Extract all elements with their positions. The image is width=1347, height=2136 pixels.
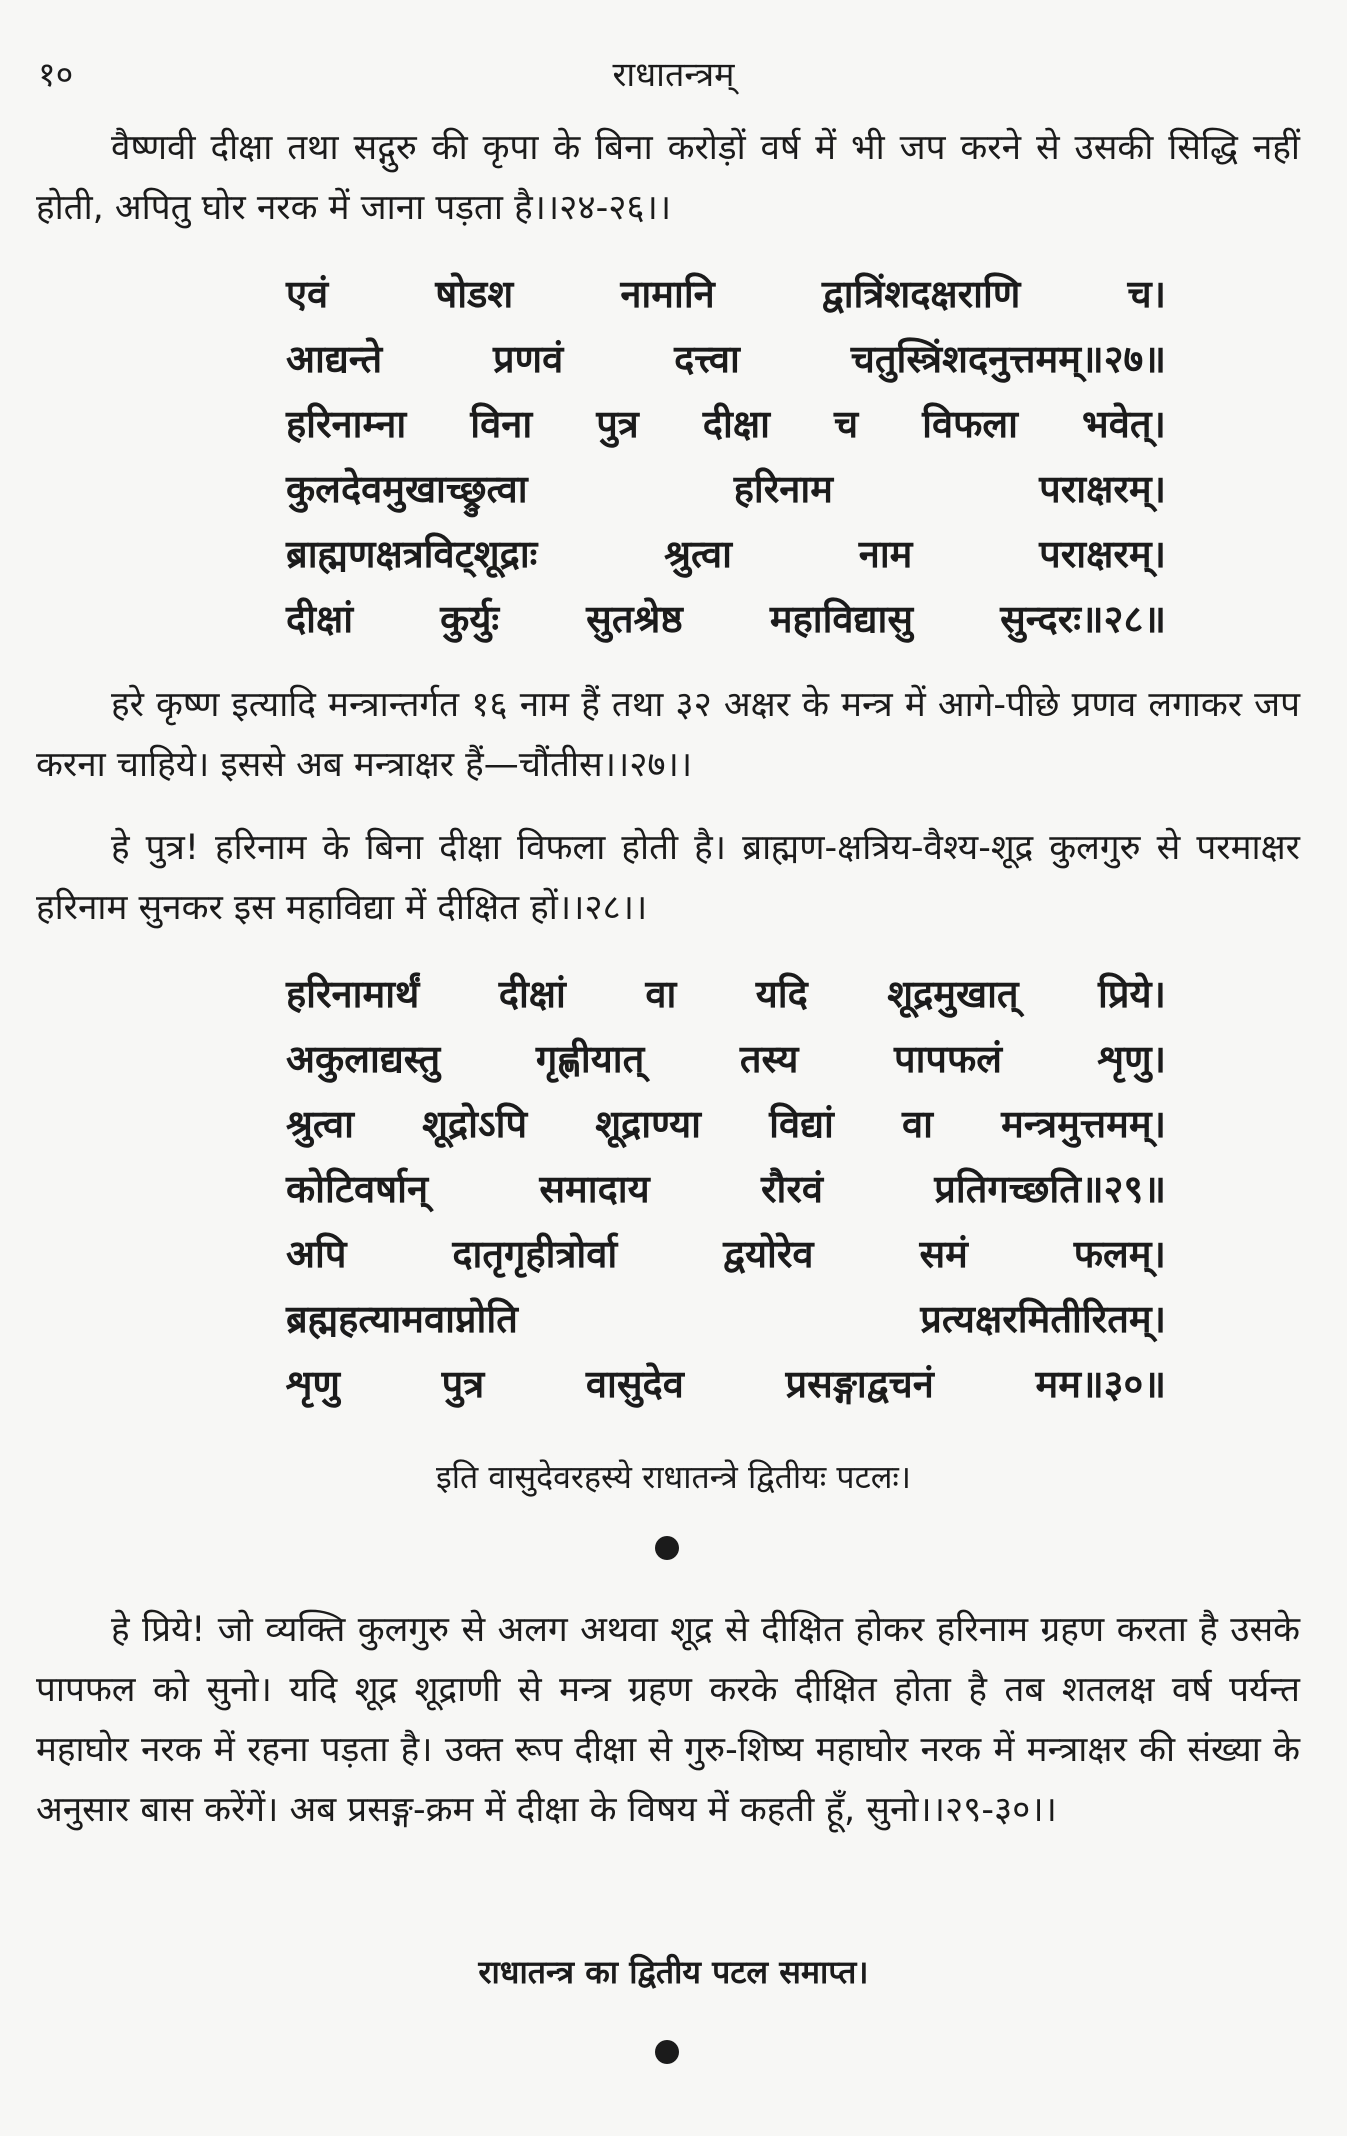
verse-line	[286, 1352, 1166, 1417]
verse-line	[286, 522, 1166, 587]
verse-line	[286, 1287, 1166, 1352]
verse-word: च।	[1127, 272, 1166, 316]
verse-word: हरिनामार्थं	[286, 972, 420, 1016]
page-header	[38, 50, 1309, 110]
verse-word: आद्यन्ते	[286, 337, 383, 381]
paragraph-4: हे प्रिये! जो व्यक्ति कुलगुरु से अलग अथवा शूद्र से दीक्षित होकर हरिनाम ग्रहण करता है उसके पापफल को सुनो। यदि शूद्र शूद्राणी से मन्त्र ग्रहण करके दीक्षित होता है तब शतलक्ष वर्ष पर्यन्त महाघोर नरक में रहना पड़ता है। उक्त रूप दीक्षा से गुरु-शिष्य महाघोर नरक में मन्त्राक्षर की संख्या के अनुसार बास करेंगें। अब प्रसङ्ग-क्रम में दीक्षा के विषय में कहती हूँ, सुनो।।२९-३०।।	[36, 1610, 1300, 1830]
running-title: राधातन्त्रम्	[612, 55, 735, 95]
verse-word: तस्य	[739, 1037, 799, 1081]
verse-word: नाम	[858, 532, 913, 576]
verse-word: दीक्षां	[286, 597, 354, 641]
verse-word: शृणु।	[1097, 1037, 1166, 1081]
verse-line	[286, 392, 1166, 457]
verse-line	[286, 1157, 1166, 1222]
verse-word: पराक्षरम्।	[1039, 467, 1166, 511]
verse-line	[286, 962, 1166, 1027]
verse-word: नामानि	[620, 272, 715, 316]
end-divider-bullet	[655, 2040, 679, 2064]
verse-word: कुर्युः	[440, 597, 500, 641]
verse-block-2	[286, 962, 1166, 1417]
verse-word: षोडश	[435, 272, 514, 316]
verse-word: सुतश्रेष्ठ	[586, 597, 683, 641]
verse-word: प्रिये।	[1098, 972, 1166, 1016]
paragraph-1: वैष्णवी दीक्षा तथा सद्गुरु की कृपा के बिना करोड़ों वर्ष में भी जप करने से उसकी सिद्धि नहीं होती, अपितु घोर नरक में जाना पड़ता है।।२४-२६।।	[36, 128, 1300, 228]
verse-word: शूद्राण्या	[595, 1102, 702, 1146]
verse-word: प्रतिगच्छति॥२९॥	[934, 1167, 1166, 1211]
verse-word: प्रत्यक्षरमितीरितम्।	[920, 1297, 1166, 1341]
section-divider-bullet	[655, 1536, 679, 1560]
colophon: इति वासुदेवरहस्ये राधातन्त्रे द्वितीयः पटलः।	[436, 1458, 911, 1496]
verse-line	[286, 1027, 1166, 1092]
verse-word: दीक्षा	[702, 402, 770, 446]
paragraph-3: हे पुत्र! हरिनाम के बिना दीक्षा विफला होती है। ब्राह्मण-क्षत्रिय-वैश्य-शूद्र कुलगुरु से परमाक्षर हरिनाम सुनकर इस महाविद्या में दीक्षित हों।।२८।।	[36, 828, 1300, 928]
verse-word: समं	[919, 1232, 968, 1276]
verse-word: वा	[645, 972, 677, 1016]
verse-word: गृह्णीयात्	[535, 1037, 645, 1081]
verse-word: पराक्षरम्।	[1039, 532, 1166, 576]
verse-word: शृणु	[286, 1362, 340, 1406]
verse-word: एवं	[286, 272, 329, 316]
verse-word: च	[833, 402, 859, 446]
verse-word: कोटिवर्षान्	[286, 1167, 429, 1211]
verse-word: पुत्र	[441, 1362, 485, 1406]
verse-word: अपि	[286, 1232, 347, 1276]
verse-word: दीक्षां	[498, 972, 566, 1016]
verse-word: ब्राह्मणक्षत्रविट्शूद्राः	[286, 532, 538, 576]
verse-line	[286, 1222, 1166, 1287]
verse-word: दातृगृहीत्रोर्वा	[452, 1232, 618, 1276]
verse-word: हरिनाम्ना	[286, 402, 407, 446]
verse-line	[286, 327, 1166, 392]
verse-word: शूद्रोऽपि	[422, 1102, 528, 1146]
paragraph-2: हरे कृष्ण इत्यादि मन्त्रान्तर्गत १६ नाम हैं तथा ३२ अक्षर के मन्त्र में आगे-पीछे प्रणव लगाकर जप करना चाहिये। इससे अब मन्त्राक्षर हैं—चौंतीस।।२७।।	[36, 685, 1300, 785]
verse-word: भवेत्।	[1082, 402, 1166, 446]
verse-word: समादाय	[539, 1167, 650, 1211]
verse-word: पापफलं	[893, 1037, 1003, 1081]
verse-word: सुन्दरः॥२८॥	[1000, 597, 1166, 641]
verse-word: मन्त्रमुत्तमम्।	[1001, 1102, 1166, 1146]
verse-word: मम॥३०॥	[1035, 1362, 1166, 1406]
verse-word: शूद्रमुखात्	[887, 972, 1019, 1016]
verse-word: हरिनाम	[733, 467, 833, 511]
verse-word: श्रुत्वा	[664, 532, 733, 576]
chapter-end-note: राधातन्त्र का द्वितीय पटल समाप्त।	[478, 1953, 869, 1991]
verse-word: रौरवं	[760, 1167, 823, 1211]
verse-word: यदि	[755, 972, 808, 1016]
verse-word: प्रसङ्गाद्वचनं	[785, 1362, 934, 1406]
verse-word: अकुलाद्यस्तु	[286, 1037, 441, 1081]
verse-word: द्वयोरेव	[723, 1232, 814, 1276]
verse-word: चतुस्त्रिंशदनुत्तमम्॥२७॥	[850, 337, 1166, 381]
verse-word: महाविद्यासु	[769, 597, 914, 641]
verse-word: प्रणवं	[492, 337, 564, 381]
verse-word: विना	[470, 402, 533, 446]
verse-word: वासुदेव	[585, 1362, 684, 1406]
verse-line	[286, 587, 1166, 652]
verse-word: श्रुत्वा	[286, 1102, 354, 1146]
verse-line	[286, 457, 1166, 522]
verse-word: द्वात्रिंशदक्षराणि	[821, 272, 1021, 316]
page-number: १०	[38, 55, 74, 95]
verse-word: पुत्र	[596, 402, 639, 446]
verse-word: विफला	[922, 402, 1018, 446]
verse-word: दत्त्वा	[674, 337, 740, 381]
verse-word: ब्रह्महत्यामवाप्नोति	[286, 1297, 518, 1341]
verse-line	[286, 262, 1166, 327]
verse-word: विद्यां	[769, 1102, 834, 1146]
verse-word: कुलदेवमुखाच्छ्रुत्वा	[286, 467, 528, 511]
verse-word: वा	[902, 1102, 933, 1146]
verse-line	[286, 1092, 1166, 1157]
verse-block-1	[286, 262, 1166, 652]
verse-word: फलम्।	[1073, 1232, 1166, 1276]
